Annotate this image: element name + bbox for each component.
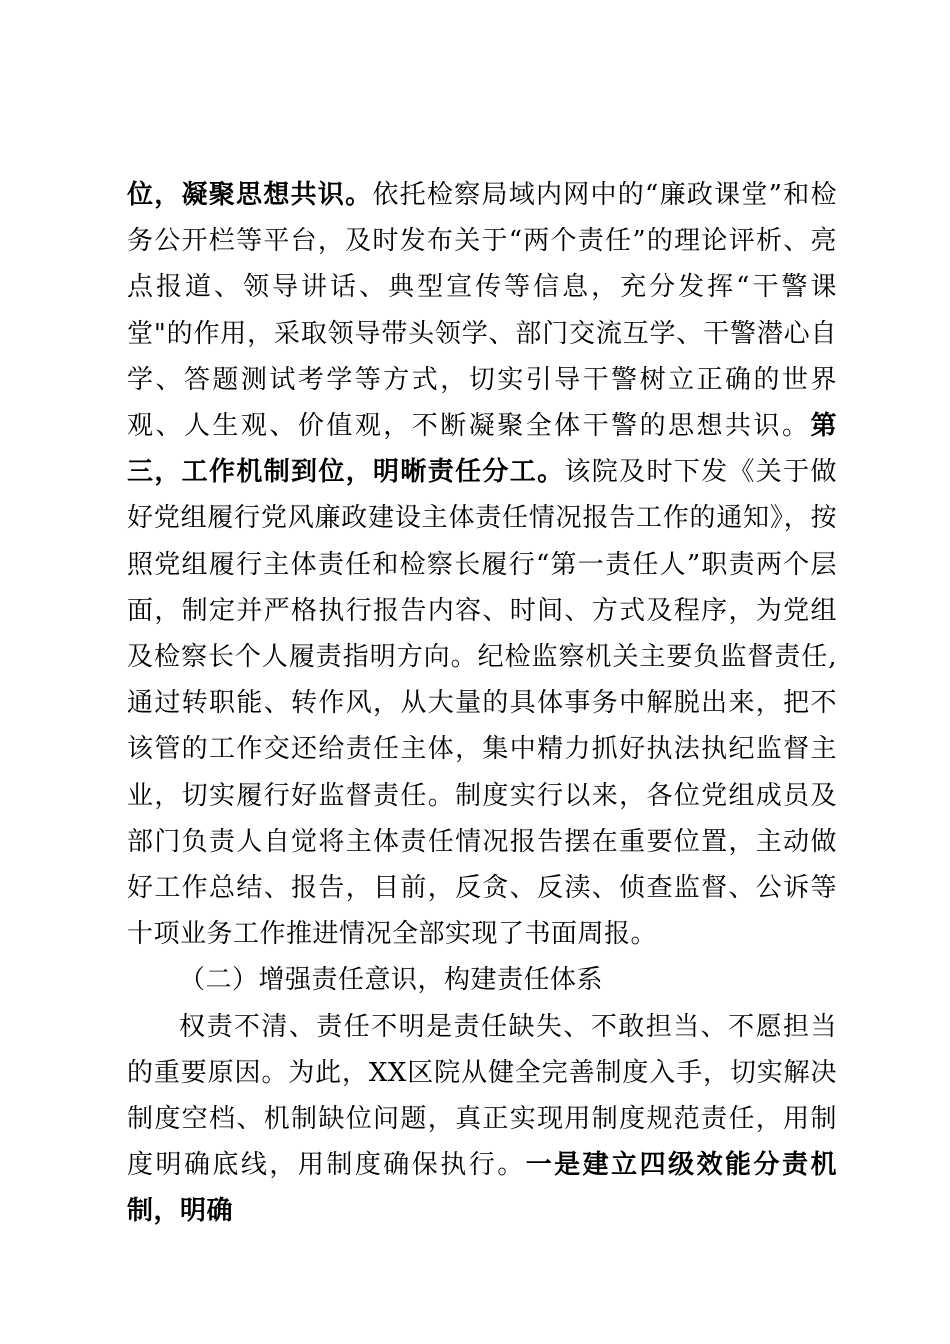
body-text: 该院及时下发《关于做好党组履行党风廉政建设主体责任情况报告工作的通知》，按照党组履行主体责任和检察长履行“第一责任人”职责两个层面，制定并严格执行报告内容、时间、方式及程序，为党组及检察长个人履责指明方向。纪检监察机关主要负监督责任,通过转职能、转作风，从大量的具体事务中解脱出来，把不该管的工作交还给责任主体，集中精力抓好执法执纪监督主业，切实履行好监督责任。制度实行以来，各位党组成员及部门负责人自觉将主体责任情况报告摆在重要位置，主动做好工作总结、报告，目前，反贪、反渎、侦查监督、公诉等十项业务工作推进情况全部实现了书面周报。 — [127, 457, 837, 950]
paragraph-2 — [127, 1004, 837, 1235]
bold-phrase: 第三，工作机制到位，明晰责任分工。 — [127, 411, 837, 488]
body-text: 依托检察局域内网中的“廉政课堂”和检务公开栏等平台，及时发布关于“两个责任”的理论评析、亮点报道、领导讲话、典型宣传等信息，充分发挥“干警课堂"的作用，采取领导带头领学、部门交流互学、干警潜心自学、答题测试考学等方式，切实引导干警树立正确的世界观、人生观、价值观，不断凝聚全体干警的思想共识。 — [127, 180, 837, 442]
paragraph-1 — [127, 172, 837, 957]
document-body — [127, 172, 837, 1235]
body-text: 权责不清、责任不明是责任缺失、不敢担当、不愿担当的重要原因。为此，XX区院从健全完善制度入手，切实解决制度空档、机制缺位问题，真正实现用制度规范责任，用制度明确底线，用制度确保执行。 — [127, 1011, 837, 1181]
section-heading: （二）增强责任意识，构建责任体系 — [179, 965, 604, 996]
bold-phrase: 一是建立四级效能分责机制，明确 — [127, 1150, 837, 1227]
bold-phrase: 位，凝聚思想共识。 — [127, 180, 373, 210]
